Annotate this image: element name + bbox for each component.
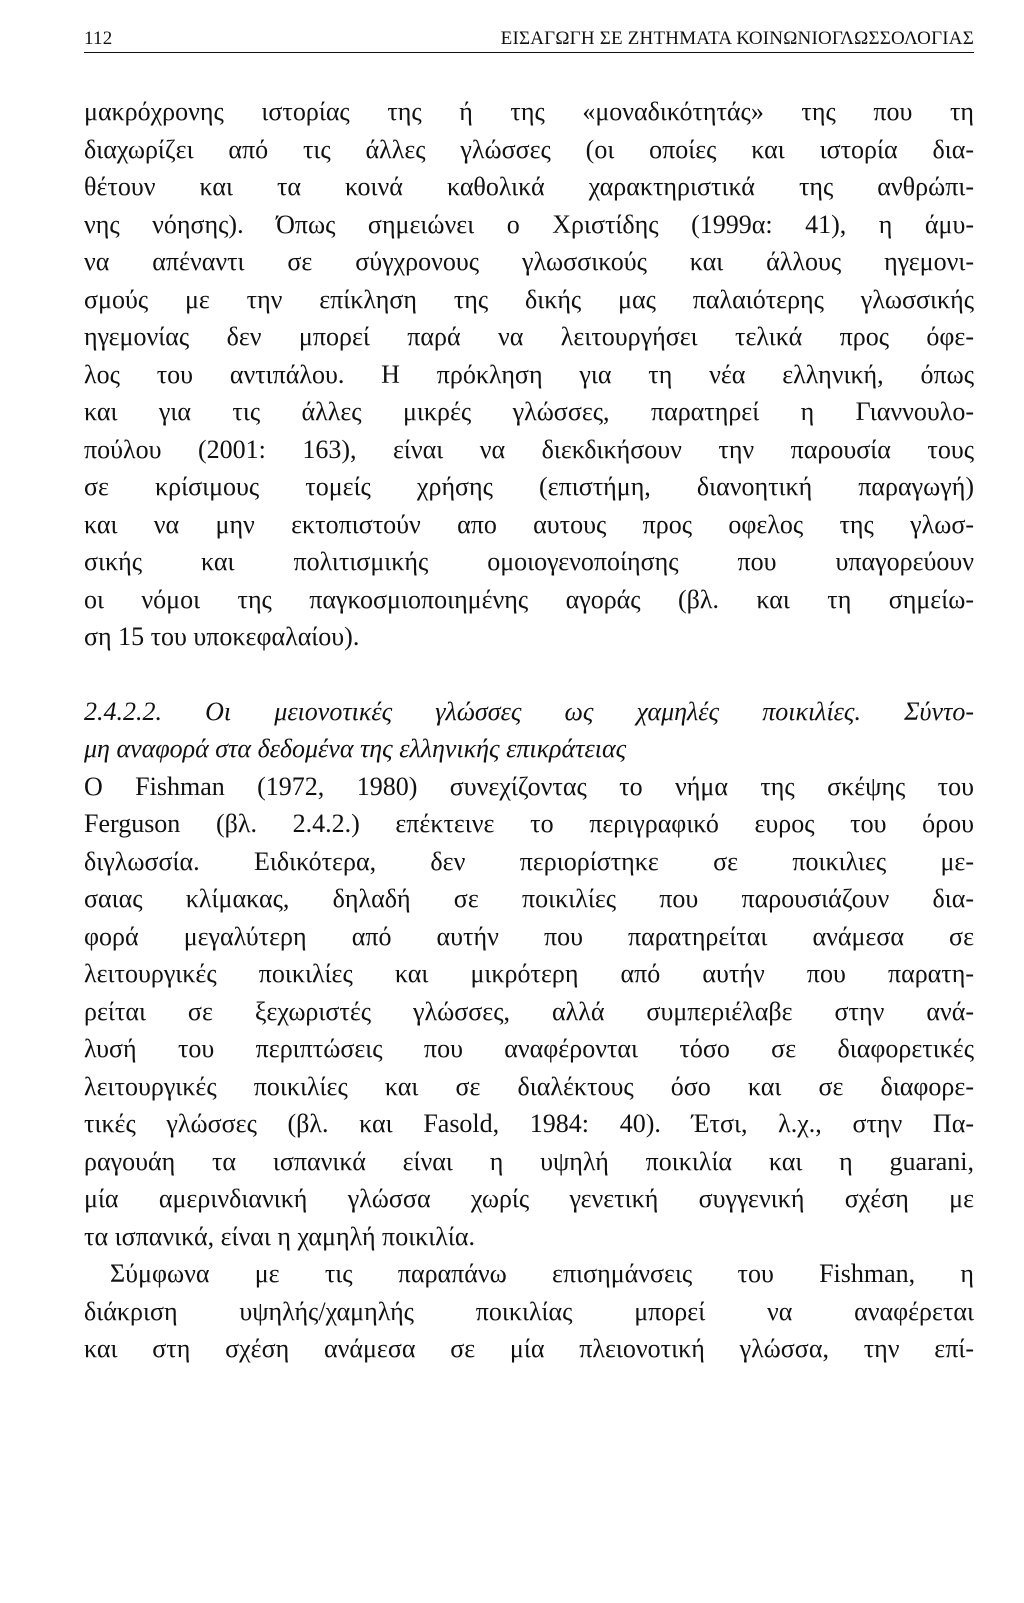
text-line: Ο Fishman (1972, 1980) συνεχίζοντας το νήμα της σκέψης του xyxy=(84,771,974,801)
text-line: λειτουργικές ποικιλίες και σε διαλέκτους όσο και σε διαφορε- xyxy=(84,1071,974,1101)
text-line: διγλωσσία. Ειδικότερα, δεν περιορίστηκε σε ποικιλιες με- xyxy=(84,846,974,876)
text-line: ραγουάη τα ισπανικά είναι η υψηλή ποικιλία και η guarani, xyxy=(84,1146,974,1176)
book-page xyxy=(84,28,974,1368)
text-line: διάκριση υψηλής/χαμηλής ποικιλίας μπορεί να αναφέρεται xyxy=(84,1296,974,1326)
section-spacer xyxy=(84,656,974,693)
text-line: ρείται σε ξεχωριστές γλώσσες, αλλά συμπεριέλαβε στην ανά- xyxy=(84,996,974,1026)
section-heading-line: μη αναφορά στα δεδομένα της ελληνικής επικράτειας xyxy=(84,734,627,763)
text-line: νης νόησης). Όπως σημειώνει ο Χριστίδης (1999α: 41), η άμυ- xyxy=(84,209,974,239)
text-line: λος του αντιπάλου. Η πρόκληση για τη νέα ελληνική, όπως xyxy=(84,359,974,389)
text-line: σμούς με την επίκληση της δικής μας παλαιότερης γλωσσικής xyxy=(84,284,974,314)
text-line: σε κρίσιμους τομείς χρήσης (επιστήμη, διανοητική παραγωγή) xyxy=(84,472,974,501)
text-line: οι νόμοι της παγκοσμιοποιημένης αγοράς (βλ. και τη σημείω- xyxy=(84,584,974,614)
paragraph-3 xyxy=(84,1255,974,1368)
text-line: λειτουργικές ποικιλίες και μικρότερη από αυτήν που παρατη- xyxy=(84,959,974,988)
text-line: διαχωρίζει από τις άλλες γλώσσες (οι οποίες και ιστορία δια- xyxy=(84,134,974,164)
section-heading-line: 2.4.2.2. Οι μειονοτικές γλώσσες ως χαμηλές ποικιλίες. Σύντο- xyxy=(84,696,974,726)
section-heading xyxy=(84,693,974,768)
text-line: τα ισπανικά, είναι η χαμηλή ποικιλία. xyxy=(84,1221,476,1251)
text-line: Σύμφωνα με τις παραπάνω επισημάνσεις του Fishman, η xyxy=(110,1259,974,1288)
text-line: σικής και πολιτισμικής ομοιογενοποίησης που υπαγορεύουν xyxy=(84,547,974,576)
text-line: λυσή του περιπτώσεις που αναφέρονται τόσο σε διαφορετικές xyxy=(84,1034,974,1063)
text-line: θέτουν και τα κοινά καθολικά χαρακτηριστικά της ανθρώπι- xyxy=(84,172,974,201)
text-line: και για τις άλλες μικρές γλώσσες, παρατηρεί η Γιαννουλο- xyxy=(84,397,974,426)
text-line: ση 15 του υποκεφαλαίου). xyxy=(84,622,360,651)
text-line: Ferguson (βλ. 2.4.2.) επέκτεινε το περιγραφικό ευρος του όρου xyxy=(84,809,974,838)
text-line: σαιας κλίμακας, δηλαδή σε ποικιλίες που παρουσιάζουν δια- xyxy=(84,884,974,913)
text-line: να απέναντι σε σύγχρονους γλωσσικούς και άλλους ηγεμονι- xyxy=(84,247,974,276)
text-line: και να μην εκτοπιστούν απο αυτους προς οφελος της γλωσ- xyxy=(84,509,974,539)
text-line: μακρόχρονης ιστορίας της ή της «μοναδικότητάς» της που τη xyxy=(84,97,974,126)
paragraph-2 xyxy=(84,768,974,1256)
text-line: και στη σχέση ανάμεσα σε μία πλειονοτική γλώσσα, την επί- xyxy=(84,1334,974,1363)
text-line: ηγεμονίας δεν μπορεί παρά να λειτουργήσει τελικά προς όφε- xyxy=(84,322,974,351)
running-title: ΕΙΣΑΓΩΓΗ ΣΕ ΖΗΤΗΜΑΤΑ ΚΟΙΝΩΝΙΟΓΛΩΣΣΟΛΟΓΙΑΣ xyxy=(500,28,974,49)
text-line: μία αμερινδιανική γλώσσα χωρίς γενετική συγγενική σχέση με xyxy=(84,1184,974,1213)
text-line: τικές γλώσσες (βλ. και Fasold, 1984: 40). Έτσι, λ.χ., στην Πα- xyxy=(84,1109,974,1138)
text-line: πούλου (2001: 163), είναι να διεκδικήσουν την παρουσία τους xyxy=(84,434,974,464)
text-line: φορά μεγαλύτερη από αυτήν που παρατηρείται ανάμεσα σε xyxy=(84,921,974,951)
paragraph-1 xyxy=(84,93,974,656)
page-number: 112 xyxy=(84,28,113,49)
running-header xyxy=(84,28,974,53)
